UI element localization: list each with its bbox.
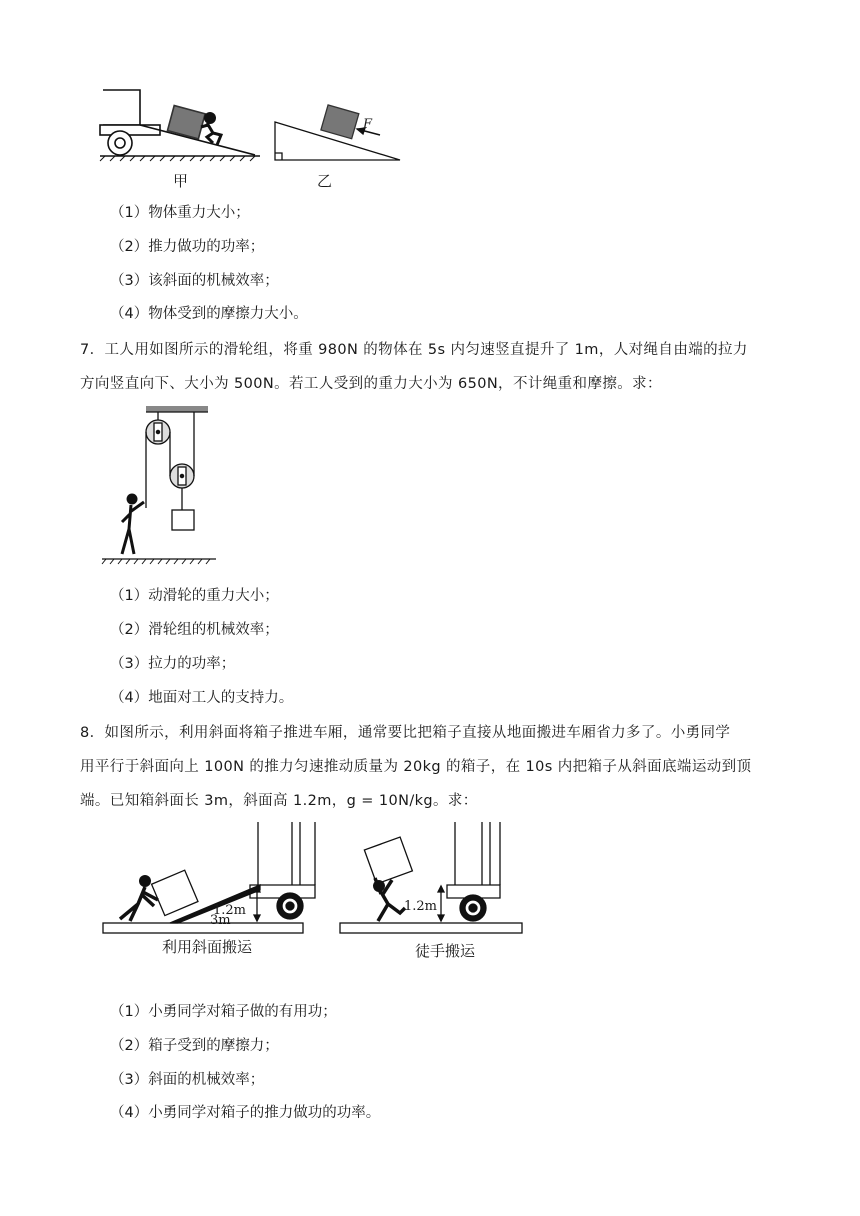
- p8-line-3: 端。已知箱斜面长 3m，斜面高 1.2m，g = 10N/kg。求：: [80, 793, 478, 809]
- p6-question-2: （2）推力做功的功率；: [110, 239, 265, 255]
- p7-line-2: 方向竖直向下、大小为 500N。若工人受到的重力大小为 650N，不计绳重和摩擦。求：: [80, 376, 662, 392]
- p8-question-3: （3）斜面的机械效率；: [110, 1072, 265, 1088]
- problem-7-statement: [80, 333, 780, 401]
- ramp-vs-manual-diagram: [100, 820, 530, 970]
- p6-question-3: （3）该斜面的机械效率；: [110, 273, 279, 289]
- p7-question-3: （3）拉力的功率；: [110, 656, 236, 672]
- p8-question-4: （4）小勇同学对箱子的推力做功的功率。: [110, 1105, 381, 1121]
- p6-question-4: （4）物体受到的摩擦力大小。: [110, 306, 308, 322]
- figure-jia-yi: [95, 85, 415, 195]
- p7-question-4: （4）地面对工人的支持力。: [110, 690, 294, 706]
- height-label-right: 1.2m: [403, 899, 437, 914]
- p6-question-1: （1）物体重力大小；: [110, 205, 250, 221]
- caption-ramp: 利用斜面搬运: [162, 938, 253, 956]
- length-label: 3m: [210, 913, 231, 928]
- truck-ramp-diagram: [100, 90, 260, 161]
- problem-8-statement: [80, 716, 780, 818]
- pulley-diagram: [98, 402, 223, 572]
- caption-manual: 徒手搬运: [415, 942, 476, 960]
- p8-line-2: 用平行于斜面向上 100N 的推力匀速推动质量为 20kg 的箱子，在 10s 内把箱子从斜面底端运动到顶: [80, 759, 752, 775]
- label-yi: 乙: [317, 172, 333, 190]
- label-jia: 甲: [173, 172, 189, 190]
- incline-diagram: [275, 105, 400, 160]
- p8-question-2: （2）箱子受到的摩擦力；: [110, 1038, 279, 1054]
- p7-question-2: （2）滑轮组的机械效率；: [110, 622, 279, 638]
- p8-question-1: （1）小勇同学对箱子做的有用功；: [110, 1004, 337, 1020]
- force-label-f: F: [363, 117, 373, 132]
- height-label-left: 1.2m: [212, 903, 246, 918]
- p7-question-1: （1）动滑轮的重力大小；: [110, 588, 279, 604]
- p7-line-1: 7．工人用如图所示的滑轮组，将重 980N 的物体在 5s 内匀速竖直提升了 1m，人对绳自由端的拉力: [80, 342, 748, 358]
- p8-line-1: 8．如图所示，利用斜面将箱子推进车厢，通常要比把箱子直接从地面搬进车厢省力多了。小勇同学: [80, 725, 731, 741]
